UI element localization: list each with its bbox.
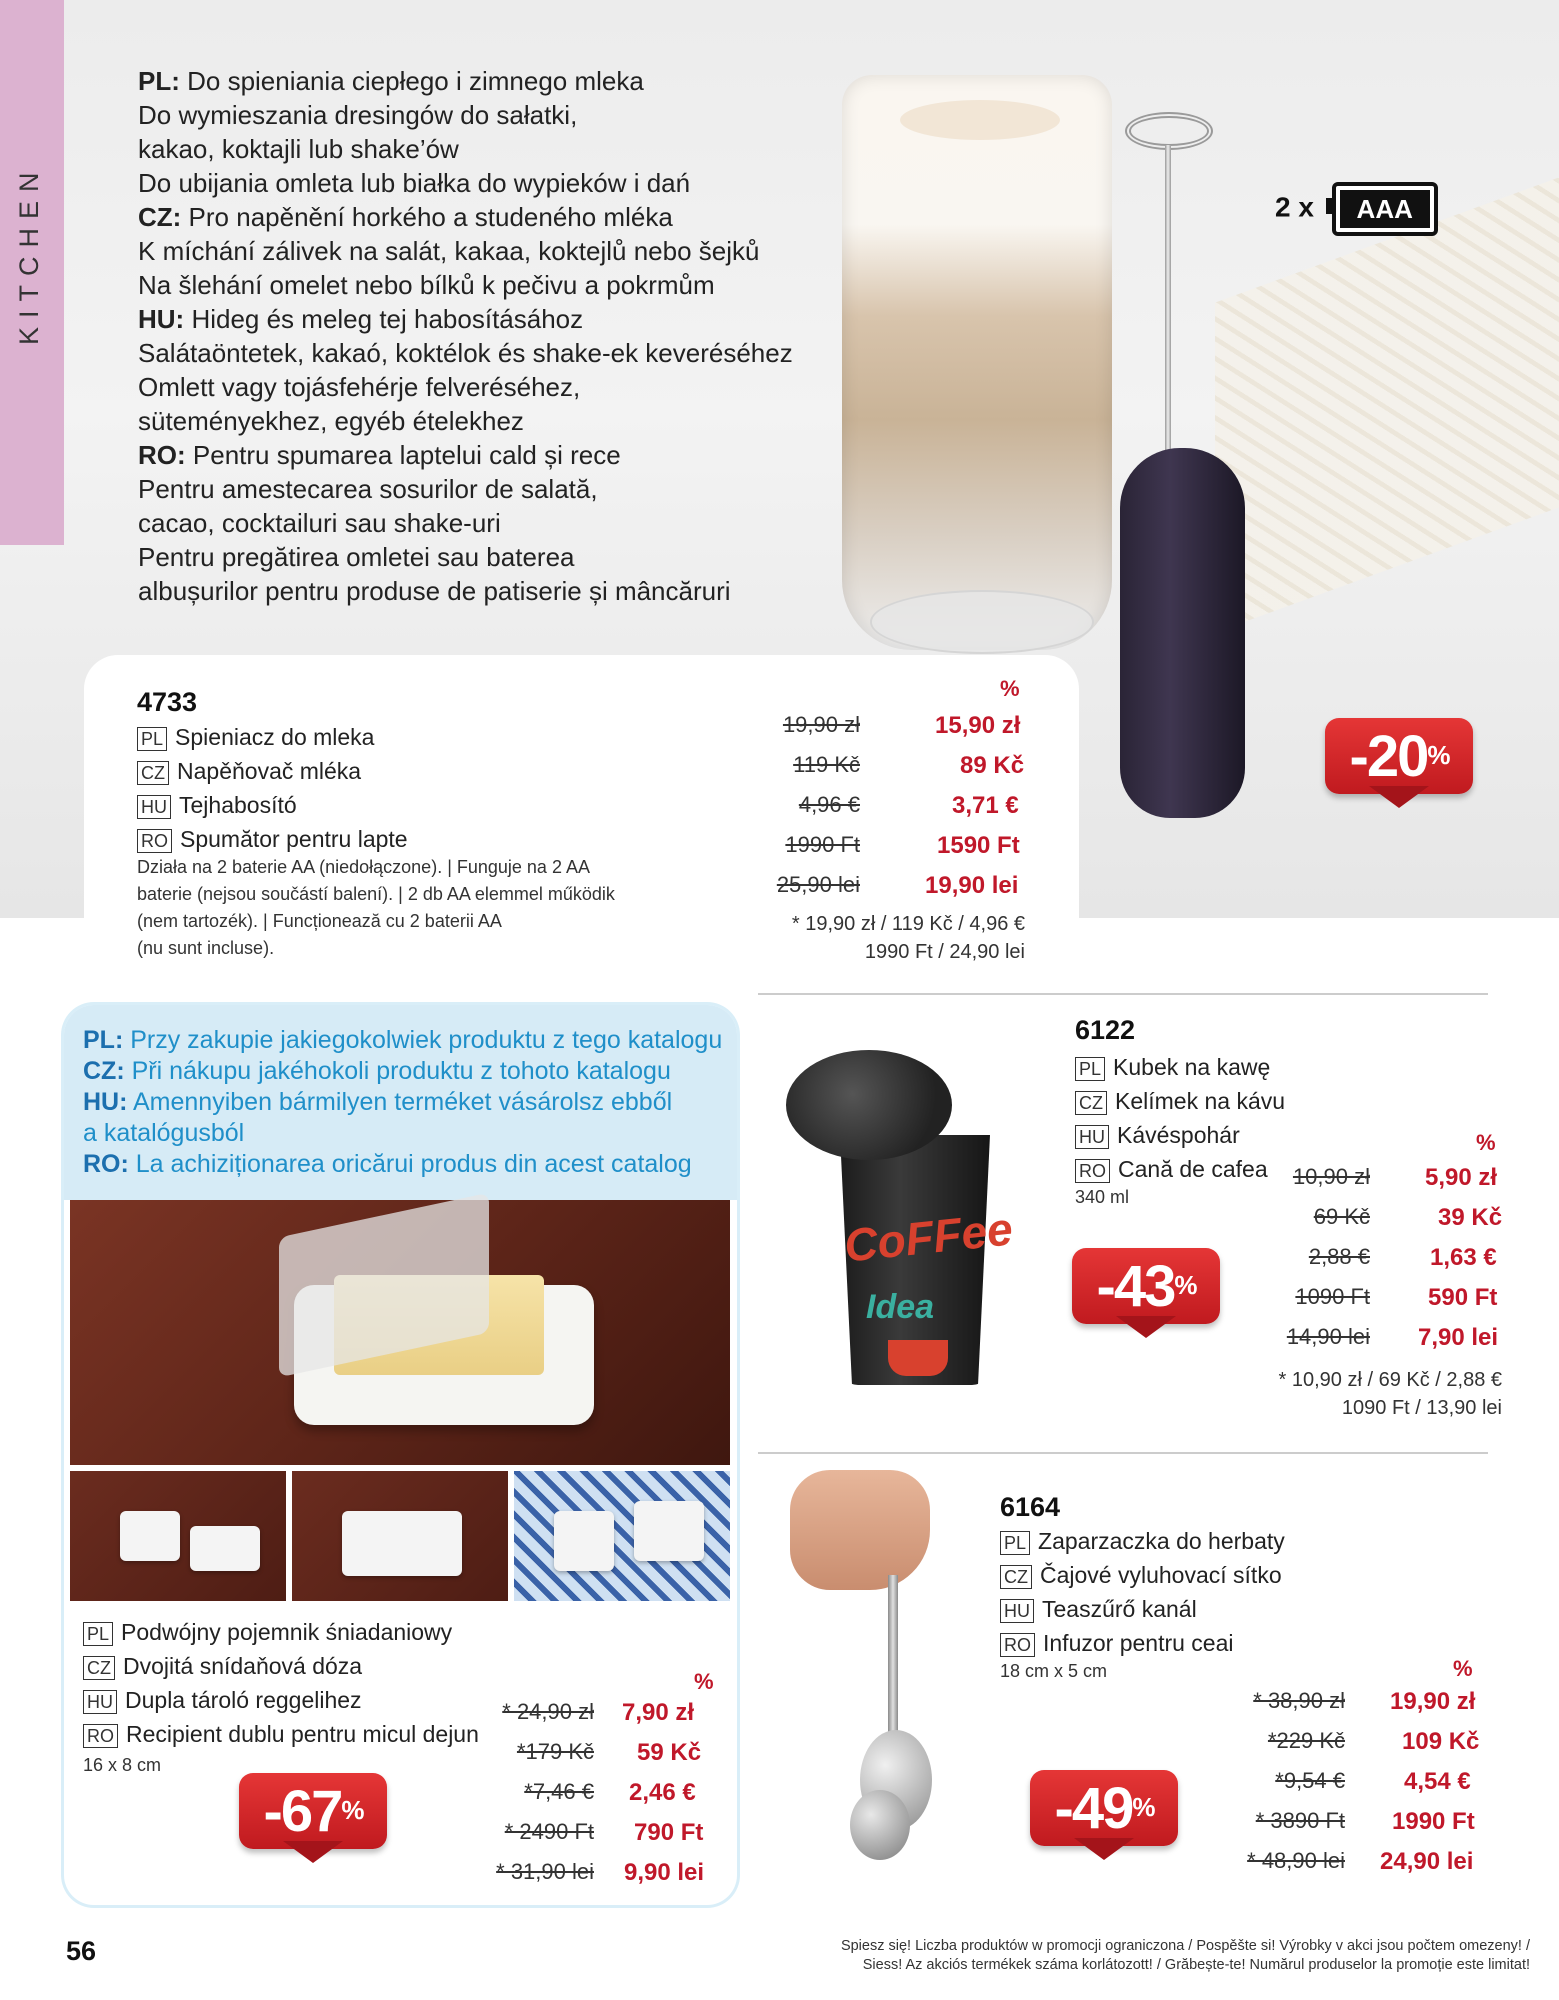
product-size: 18 cm x 5 cm xyxy=(1000,1661,1108,1681)
original-price-note: * 10,90 zł / 69 Kč / 2,88 € 1090 Ft / 13,90 lei xyxy=(1278,1369,1502,1419)
discount-badge-6164: -49% xyxy=(1030,1770,1178,1862)
milk-frother-image xyxy=(1120,448,1245,818)
percent-label: % xyxy=(1453,1656,1473,1681)
divider xyxy=(758,993,1488,995)
product-sku: 6164 xyxy=(1000,1492,1061,1522)
tea-infuser-ball xyxy=(850,1790,910,1860)
product-names: PL Spieniacz do mleka CZ Napěňovač mléka HU Tejhabosító RO Spumător pentru lapte xyxy=(137,720,408,856)
price-list-6122: 10,90 zł 5,90 zł 69 Kč 39 Kč 2,88 € 1,63 € 1090 Ft 590 Ft 14,90 lei 7,90 lei xyxy=(1286,1164,1503,1351)
battery-note: Działa na 2 baterie AA (niedołączone). | Funguje na 2 AA baterie (nejsou součástí balení). | 2 db AA elemmel működik (nem tartozék). | Funcționează cu 2 baterii AA (nu sunt incluse). xyxy=(137,857,615,958)
cup-print-text: CoFFee xyxy=(841,1202,1015,1272)
divider xyxy=(758,1452,1488,1454)
discount-badge-4733: -20% xyxy=(1325,718,1473,810)
discount-badge-6122: -43% xyxy=(1072,1248,1220,1340)
frother-rod xyxy=(1165,145,1171,455)
thumbnail-photo-1 xyxy=(70,1471,286,1601)
cup-print-mug xyxy=(888,1340,948,1376)
coffee-cup-lid xyxy=(786,1050,952,1160)
footer-disclaimer: Spiesz się! Liczba produktów w promocji ograniczona / Pospěšte si! Výrobky v akci jsou počtem omezeny! / Siess! Az akciós termékek száma korlátozott! / Grăbește-te! Numărul produselor la promoție este limitat! xyxy=(840,1938,1530,1973)
section-tab xyxy=(0,0,64,545)
product-sku: 4733 xyxy=(137,687,198,717)
battery-info: 2 x AAA xyxy=(1275,182,1438,236)
promo-text: PL: Przy zakupie jakiegokolwiek produktu z tego katalogu CZ: Při nákupu jakéhokoli produktu z tohoto katalogu HU: Amennyiben bármilyen terméket vásárolsz ebből a katalógusból RO: La achiziționarea oricărui produs din acest catalog xyxy=(83,1026,723,1178)
percent-label: % xyxy=(694,1669,714,1694)
latte-foam xyxy=(900,100,1060,140)
percent-label: % xyxy=(1000,676,1020,701)
battery-icon: AAA xyxy=(1332,182,1438,236)
product-names: PL Zaparzaczka do herbaty CZ Čajové vyluhovací sítko HU Teaszűrő kanál RO Infuzor pentru ceai xyxy=(1000,1524,1285,1660)
discount-badge-promo: -67% xyxy=(239,1773,387,1865)
price-list-4733: 19,90 zł 15,90 zł 119 Kč 89 Kč 4,96 € 3,71 € 1990 Ft 1590 Ft 25,90 lei 19,90 lei xyxy=(776,712,1025,899)
product-size: 340 ml xyxy=(1075,1187,1130,1207)
original-price-note: * 19,90 zł / 119 Kč / 4,96 € 1990 Ft / 24,90 lei xyxy=(791,913,1025,963)
product-description: PL: Do spieniania ciepłego i zimnego mleka Do wymieszania dresingów do sałatki, kakao, koktajli lub shake’ów Do ubijania omleta lub białka do wypieków i dań CZ: Pro napěnění horkého a studeného mléka K míchání zálivek na salát, kakaa, koktejlů nebo šejků Na šlehání omelet nebo bílků k pečivu a pokrmům HU: Hideg és meleg tej habosításához Salátaöntetek, kakaó, koktélok és shake-ek keveréséhez Omlett vagy tojásfehérje felveréséhez, süteményekhez, egyéb ételekhez RO: Pentru spumarea laptelui cald și rece Pentru amestecarea sosurilor de salată, cacao, cocktailuri sau shake-uri Pentru pregătirea omletei sau baterea albușurilor pentru produse de patiserie și mâncăruri xyxy=(138,66,793,606)
glass-base xyxy=(870,590,1094,654)
product-names: PL Podwójny pojemnik śniadaniowy CZ Dvojitá snídaňová dóza HU Dupla tároló reggelihez RO Recipient dublu pentru micul dejun xyxy=(83,1615,479,1751)
thumbnail-photo-2 xyxy=(292,1471,508,1601)
price-list-promo: * 24,90 zł 7,90 zł *179 Kč 59 Kč *7,46 € 2,46 € * 2490 Ft 790 Ft * 31,90 lei 9,90 lei xyxy=(496,1699,705,1886)
section-tab-label: KITCHEN xyxy=(14,163,44,345)
page-number: 56 xyxy=(66,1936,97,1966)
thumbnail-photo-3 xyxy=(514,1471,730,1601)
promo-box xyxy=(64,1005,737,1905)
hand-image xyxy=(790,1470,930,1590)
percent-label: % xyxy=(1476,1130,1496,1155)
cup-print-text-2: Idea xyxy=(866,1288,935,1326)
latte-glass-image xyxy=(842,75,1112,650)
price-list-6164: * 38,90 zł 19,90 zł *229 Kč 109 Kč *9,54 € 4,54 € * 3890 Ft 1990 Ft * 48,90 lei 24,90 lei xyxy=(1247,1688,1480,1875)
product-size: 16 x 8 cm xyxy=(83,1755,162,1775)
product-sku: 6122 xyxy=(1075,1015,1136,1045)
product-names: PL Kubek na kawę CZ Kelímek na kávu HU Kávéspohár RO Cană de cafea xyxy=(1075,1050,1285,1186)
